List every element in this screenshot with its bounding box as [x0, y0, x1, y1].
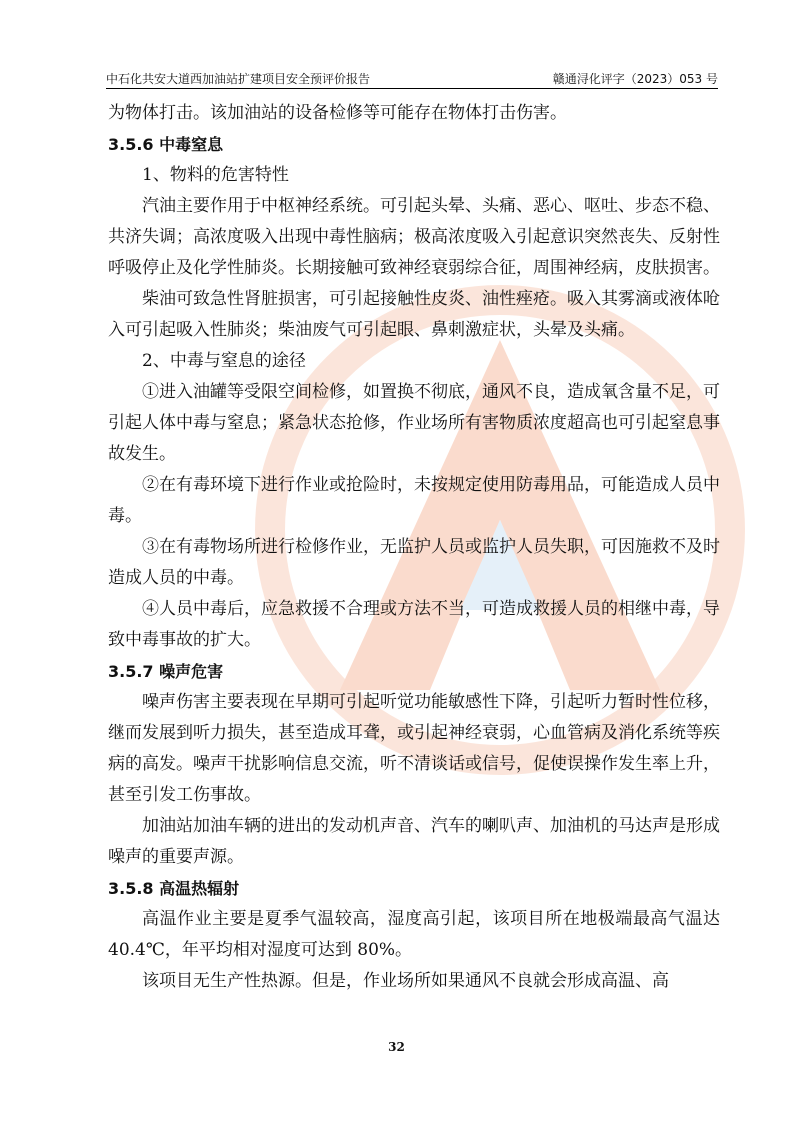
- paragraph: 为物体打击。该加油站的设备检修等可能存在物体打击伤害。: [108, 103, 567, 123]
- paragraph: 汽油主要作用于中枢神经系统。可引起头晕、头痛、恶心、呕吐、步态不稳、共济失调；高浓度吸入出现中毒性脑病；极高浓度吸入引起意识突然丧失、反射性呼吸停止及化学性肺炎。长期接触可致神经衰弱综合征，周围神经病，皮肤损害。: [108, 196, 720, 278]
- header-doc-number: 赣通浔化评字（2023）053 号: [552, 72, 718, 86]
- paragraph: ④人员中毒后，应急救援不合理或方法不当，可造成救援人员的相继中毒，导致中毒事故的扩大。: [108, 599, 720, 650]
- section-heading: 3.5.8 高温热辐射: [108, 879, 240, 898]
- header-title: 中石化共安大道西加油站扩建项目安全预评价报告: [106, 72, 371, 86]
- paragraph: 柴油可致急性肾脏损害，可引起接触性皮炎、油性痤疮。吸入其雾滴或液体呛入可引起吸入性肺炎；柴油废气可引起眼、鼻刺激症状，头晕及头痛。: [108, 289, 720, 340]
- paragraph: 噪声伤害主要表现在早期可引起听觉功能敏感性下降，引起听力暂时性位移，继而发展到听力损失，甚至造成耳聋，或引起神经衰弱，心血管病及消化系统等疾病的高发。噪声干扰影响信息交流，听不清谈话或信号，促使误操作发生率上升，甚至引发工伤事故。: [108, 692, 720, 805]
- paragraph: 高温作业主要是夏季气温较高，湿度高引起，该项目所在地极端最高气温达 40.4℃，年平均相对湿度可达到 80%。: [108, 909, 720, 960]
- section-heading: 3.5.6 中毒窒息: [108, 135, 224, 154]
- paragraph: ③在有毒物场所进行检修作业，无监护人员或监护人员失职，可因施救不及时造成人员的中毒。: [108, 537, 720, 588]
- paragraph: ①进入油罐等受限空间检修，如置换不彻底，通风不良，造成氧含量不足，可引起人体中毒与窒息；紧急状态抢修，作业场所有害物质浓度超高也可引起窒息事故发生。: [108, 382, 720, 464]
- document-body: [108, 98, 720, 997]
- subheading: 2、中毒与窒息的途径: [142, 351, 306, 371]
- paragraph: ②在有毒环境下进行作业或抢险时，未按规定使用防毒用品，可能造成人员中毒。: [108, 475, 720, 526]
- paragraph: 加油站加油车辆的进出的发动机声音、汽车的喇叭声、加油机的马达声是形成噪声的重要声源。: [108, 816, 720, 867]
- section-heading: 3.5.7 噪声危害: [108, 662, 224, 681]
- subheading: 1、物料的危害特性: [142, 165, 289, 185]
- paragraph: 该项目无生产性热源。但是，作业场所如果通风不良就会形成高温、高: [142, 971, 669, 991]
- page-header: [106, 62, 718, 89]
- page-number: 32: [388, 1040, 405, 1054]
